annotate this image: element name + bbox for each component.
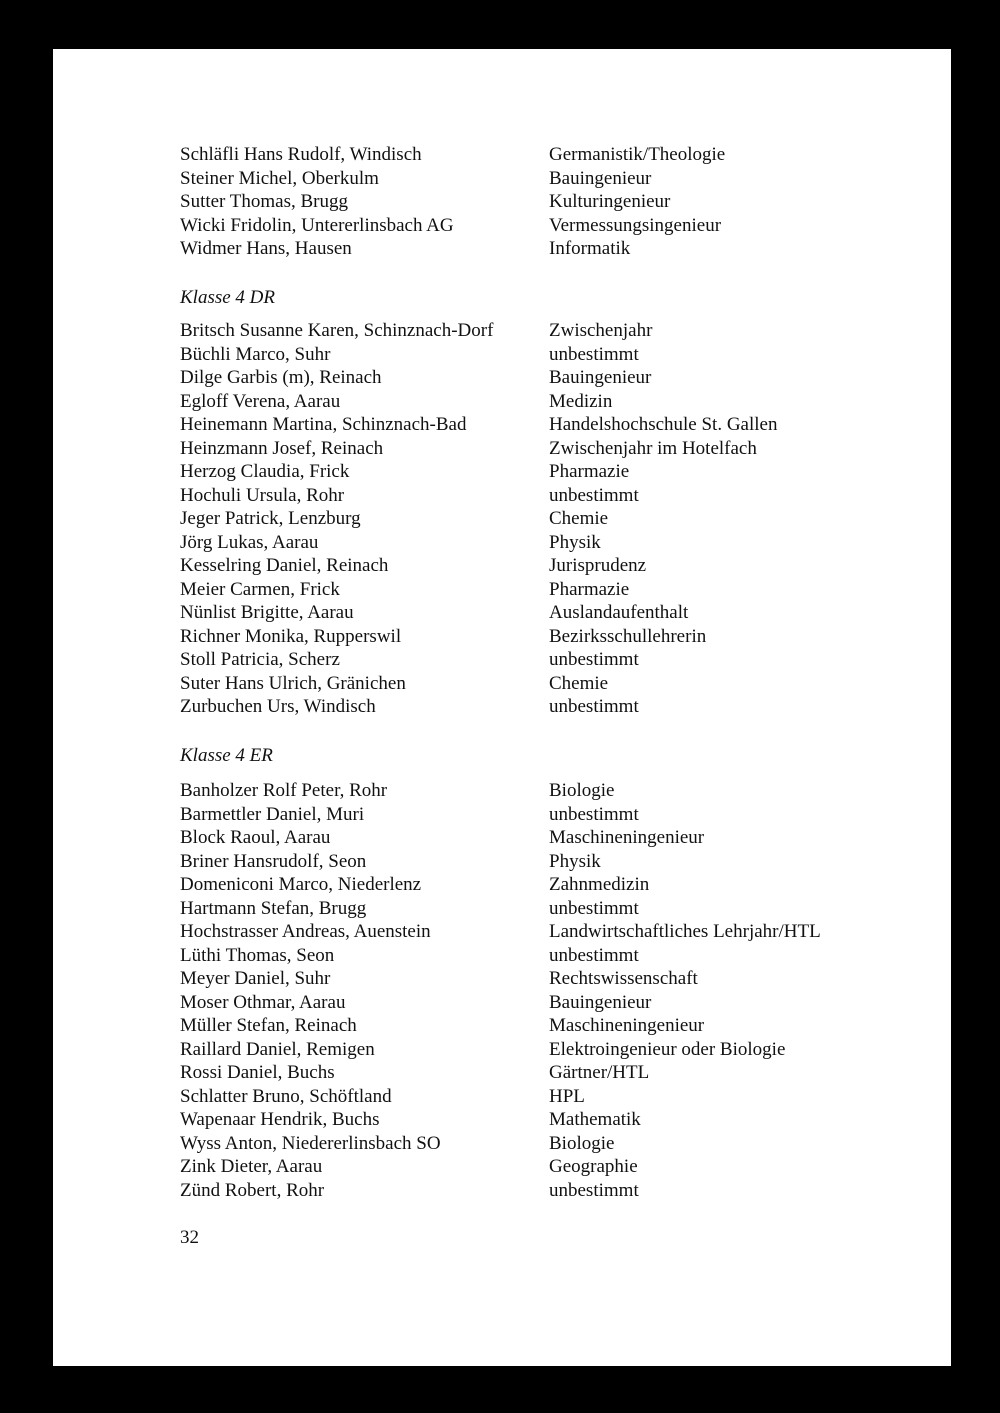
student-name: Zünd Robert, Rohr — [180, 1179, 325, 1201]
student-name: Wapenaar Hendrik, Buchs — [180, 1109, 380, 1130]
study-field: Biologie — [549, 1132, 615, 1154]
list-item — [180, 390, 940, 414]
student-name: Hochuli Ursula, Rohr — [180, 484, 345, 506]
list-item — [180, 695, 940, 719]
list-item — [180, 143, 940, 167]
student-name: Domeniconi Marco, Niederlenz — [180, 874, 422, 895]
list-item — [180, 437, 940, 461]
student-name: Steiner Michel, Oberkulm — [180, 167, 379, 189]
list-item — [180, 944, 940, 968]
study-field: Pharmazie — [549, 461, 630, 482]
study-field: Chemie — [549, 672, 609, 694]
study-field: Physik — [549, 850, 601, 872]
study-field: unbestimmt — [549, 484, 639, 506]
student-name: Müller Stefan, Reinach — [180, 1015, 357, 1036]
student-name: Hochstrasser Andreas, Auenstein — [180, 921, 431, 942]
student-name: Suter Hans Ulrich, Gränichen — [180, 672, 406, 694]
list-item — [180, 1014, 940, 1038]
section-heading-klasse-er: Klasse 4 ER — [180, 745, 273, 766]
list-item — [180, 991, 940, 1015]
list-item — [180, 601, 940, 625]
student-name: Widmer Hans, Hausen — [180, 238, 352, 259]
list-item — [180, 873, 940, 897]
study-field: Maschineningenieur — [549, 1015, 705, 1036]
student-name: Jeger Patrick, Lenzburg — [180, 508, 361, 529]
student-name: Wyss Anton, Niedererlinsbach SO — [180, 1132, 441, 1154]
student-name: Briner Hansrudolf, Seon — [180, 850, 367, 872]
student-name: Stoll Patricia, Scherz — [180, 649, 340, 670]
study-field: Chemie — [549, 508, 609, 529]
student-name: Meier Carmen, Frick — [180, 578, 340, 600]
study-field: Auslandaufenthalt — [549, 602, 689, 623]
student-list-klasse-er — [180, 779, 940, 1202]
study-field: Handelshochschule St. Gallen — [549, 414, 778, 435]
list-item — [180, 1085, 940, 1109]
list-item — [180, 578, 940, 602]
list-item — [180, 1061, 940, 1085]
study-field: Zwischenjahr im Hotelfach — [549, 437, 757, 459]
student-name: Meyer Daniel, Suhr — [180, 968, 331, 989]
study-field: Elektroingenieur oder Biologie — [549, 1038, 786, 1060]
list-item — [180, 190, 940, 214]
list-item — [180, 648, 940, 672]
study-field: unbestimmt — [549, 803, 639, 825]
study-field: Vermessungsingenieur — [549, 214, 722, 236]
list-item — [180, 1179, 940, 1203]
study-field: Landwirtschaftliches Lehrjahr/HTL — [549, 921, 821, 942]
study-field: Mathematik — [549, 1109, 641, 1130]
list-item — [180, 672, 940, 696]
study-field: Geographie — [549, 1156, 638, 1177]
student-name: Banholzer Rolf Peter, Rohr — [180, 780, 388, 801]
study-field: HPL — [549, 1085, 585, 1107]
study-field: Pharmazie — [549, 578, 630, 600]
student-name: Lüthi Thomas, Seon — [180, 944, 335, 966]
student-name: Raillard Daniel, Remigen — [180, 1038, 375, 1060]
list-item — [180, 413, 940, 437]
page-number: 32 — [180, 1227, 199, 1248]
student-name: Schläfli Hans Rudolf, Windisch — [180, 144, 422, 165]
list-item — [180, 460, 940, 484]
list-item — [180, 1155, 940, 1179]
study-field: unbestimmt — [549, 649, 639, 670]
study-field: Rechtswissenschaft — [549, 968, 698, 989]
student-name: Büchli Marco, Suhr — [180, 343, 331, 365]
study-field: unbestimmt — [549, 696, 639, 717]
student-name: Zurbuchen Urs, Windisch — [180, 696, 376, 717]
list-item — [180, 779, 940, 803]
study-field: Bauingenieur — [549, 367, 652, 388]
student-name: Herzog Claudia, Frick — [180, 461, 350, 482]
student-name: Egloff Verena, Aarau — [180, 390, 341, 412]
student-name: Schlatter Bruno, Schöftland — [180, 1085, 392, 1107]
list-item — [180, 531, 940, 555]
study-field: Biologie — [549, 780, 615, 801]
list-item — [180, 167, 940, 191]
study-field: unbestimmt — [549, 1179, 639, 1201]
study-field: Gärtner/HTL — [549, 1062, 650, 1083]
study-field: Kulturingenieur — [549, 191, 671, 212]
list-item — [180, 1132, 940, 1156]
study-field: Maschineningenieur — [549, 827, 705, 848]
list-item — [180, 920, 940, 944]
student-name: Heinzmann Josef, Reinach — [180, 437, 384, 459]
student-name: Jörg Lukas, Aarau — [180, 531, 319, 553]
list-item — [180, 1108, 940, 1132]
list-item — [180, 366, 940, 390]
student-name: Heinemann Martina, Schinznach-Bad — [180, 414, 467, 435]
section-heading-klasse-dr: Klasse 4 DR — [180, 287, 275, 308]
study-field: unbestimmt — [549, 343, 639, 365]
list-item — [180, 214, 940, 238]
list-item — [180, 237, 940, 261]
study-field: unbestimmt — [549, 944, 639, 966]
student-name: Hartmann Stefan, Brugg — [180, 897, 367, 919]
student-name: Nünlist Brigitte, Aarau — [180, 602, 354, 623]
list-item — [180, 507, 940, 531]
study-field: Zahnmedizin — [549, 874, 650, 895]
list-item — [180, 1038, 940, 1062]
list-item — [180, 897, 940, 921]
list-item — [180, 803, 940, 827]
student-name: Britsch Susanne Karen, Schinznach-Dorf — [180, 320, 494, 341]
student-name: Sutter Thomas, Brugg — [180, 191, 349, 212]
student-name: Wicki Fridolin, Untererlinsbach AG — [180, 214, 454, 236]
list-item — [180, 484, 940, 508]
study-field: Bauingenieur — [549, 991, 652, 1013]
study-field: unbestimmt — [549, 897, 639, 919]
study-field: Jurisprudenz — [549, 555, 647, 576]
student-name: Moser Othmar, Aarau — [180, 991, 346, 1013]
study-field: Bezirksschullehrerin — [549, 625, 707, 647]
student-name: Zink Dieter, Aarau — [180, 1156, 323, 1177]
study-field: Informatik — [549, 238, 631, 259]
list-item — [180, 625, 940, 649]
student-name: Kesselring Daniel, Reinach — [180, 555, 389, 576]
student-name: Dilge Garbis (m), Reinach — [180, 367, 382, 388]
list-item — [180, 343, 940, 367]
study-field: Physik — [549, 531, 601, 553]
study-field: Bauingenieur — [549, 167, 652, 189]
list-item — [180, 967, 940, 991]
student-name: Barmettler Daniel, Muri — [180, 803, 365, 825]
study-field: Zwischenjahr — [549, 320, 653, 341]
list-item — [180, 319, 940, 343]
student-name: Block Raoul, Aarau — [180, 827, 331, 848]
student-list-klasse-dr — [180, 319, 940, 719]
student-name: Rossi Daniel, Buchs — [180, 1062, 335, 1083]
study-field: Germanistik/Theologie — [549, 144, 726, 165]
study-field: Medizin — [549, 390, 613, 412]
student-list-continued — [180, 143, 940, 261]
list-item — [180, 850, 940, 874]
student-name: Richner Monika, Rupperswil — [180, 625, 402, 647]
list-item — [180, 554, 940, 578]
list-item — [180, 826, 940, 850]
